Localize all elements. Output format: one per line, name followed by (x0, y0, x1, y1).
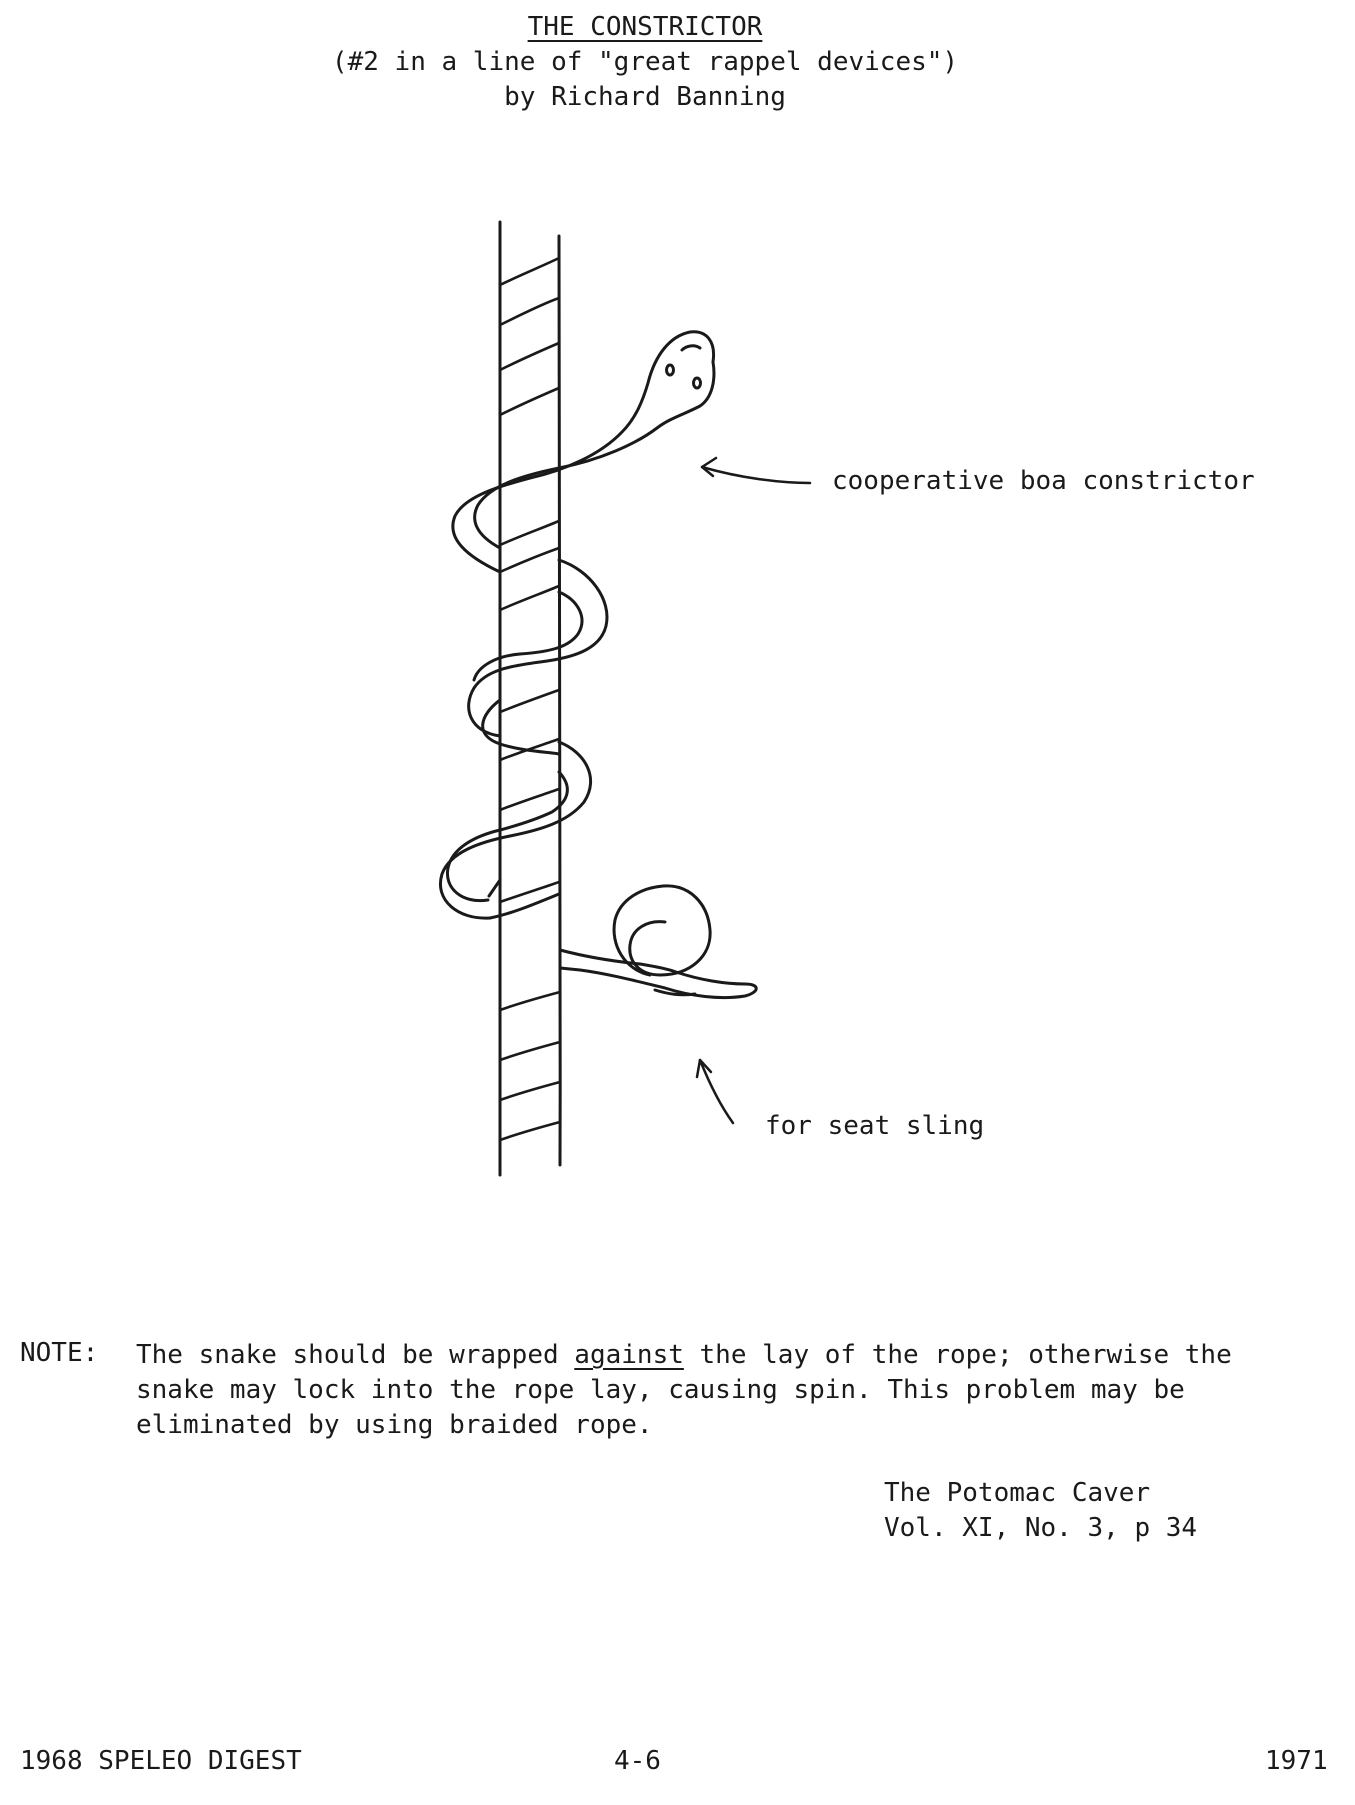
byline: by Richard Banning (504, 82, 786, 112)
rope-lay-stripes (500, 258, 560, 1140)
footer-right: 1971 (1265, 1746, 1328, 1776)
note-label: NOTE: (20, 1338, 99, 1368)
label-snake-head: cooperative boa constrictor (832, 466, 1255, 496)
page-title: THE CONSTRICTOR (527, 12, 763, 42)
note-body (136, 1338, 1316, 1443)
label-snake-tail: for seat sling (765, 1111, 985, 1141)
note-text-after: the lay of the rope; otherwise the snake may lock into the rope lay, causing spin. This problem may be eliminated by using braided rope. (136, 1340, 1232, 1440)
source-volume: Vol. XI, No. 3, p 34 (884, 1513, 1198, 1543)
arrow-to-snake-head (702, 458, 810, 483)
footer-left: 1968 SPELEO DIGEST (20, 1746, 302, 1776)
page-subtitle: (#2 in a line of "great rappel devices") (331, 47, 959, 77)
arrow-to-snake-tail (697, 1060, 733, 1123)
note-text-before: The snake should be wrapped (136, 1340, 575, 1370)
snake-eyes (667, 346, 701, 388)
source-publication: The Potomac Caver (884, 1478, 1151, 1508)
note-text-emphasis: against (574, 1340, 684, 1370)
source-citation (884, 1476, 1197, 1546)
rope-right-edge (559, 236, 560, 1165)
snake-outline (440, 332, 756, 998)
footer-page-number: 4-6 (614, 1746, 661, 1776)
